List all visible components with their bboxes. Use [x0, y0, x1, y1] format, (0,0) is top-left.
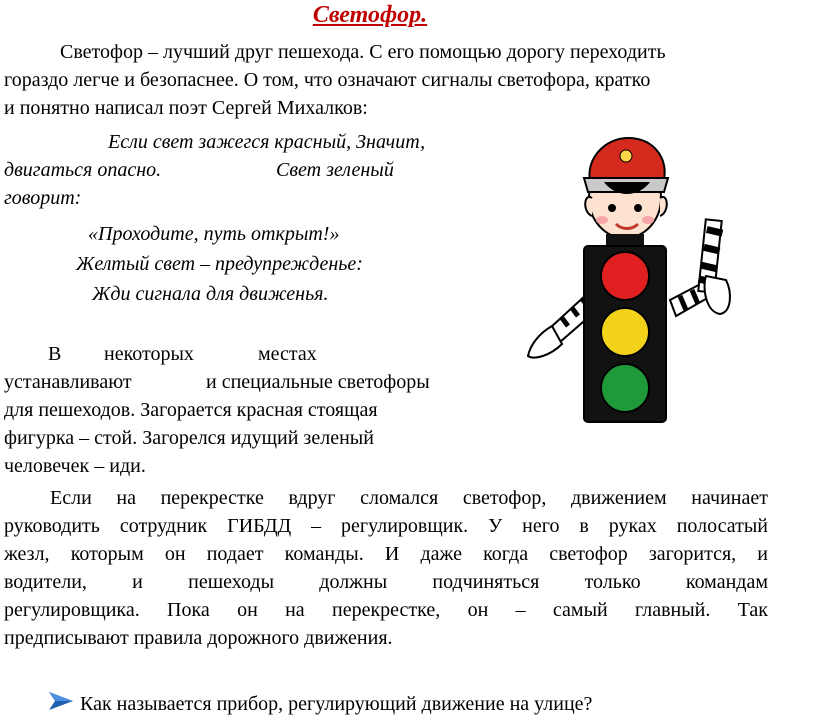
para3-line-5: регулировщика. Пока он на перекрестке, он – самый главный. Так	[4, 599, 768, 621]
question-text: Как называется прибор, регулирующий движение на улице?	[80, 693, 593, 715]
poem-line-2: двигаться опасно.	[4, 159, 162, 181]
paragraph-3	[4, 484, 768, 652]
poem-line-3: Свет зеленый	[276, 159, 394, 181]
para2-word-1: В	[48, 343, 62, 365]
yellow-light	[601, 308, 649, 356]
para2-line-3: для пешеходов. Загорается красная стоящая	[4, 399, 378, 421]
red-light	[601, 252, 649, 300]
head-with-cap	[584, 138, 668, 238]
para3-line-1: Если на перекрестке вдруг сломался светофор, движением начинает	[50, 487, 768, 509]
traffic-light-character-illustration	[520, 120, 770, 430]
intro-line-3: и понятно написал поэт Сергей Михалков:	[4, 97, 368, 119]
poem-line-1: Если свет зажегся красный, Значит,	[108, 131, 426, 153]
para2-line-5: человечек – иди.	[4, 455, 146, 477]
para2-line-2a: устанавливают	[4, 371, 132, 393]
para2-line-2b: и специальные светофоры	[206, 371, 430, 393]
para3-line-3: жезл, которым он подает команды. И даже когда светофор загорится, и	[4, 543, 768, 565]
para2-word-2: некоторых	[104, 343, 194, 365]
para3-line-2: руководить сотрудник ГИБДД – регулировщик. У него в руках полосатый	[4, 515, 768, 537]
page-title: Светофор.	[312, 2, 428, 28]
arrow-bullet-icon	[48, 690, 74, 712]
para3-line-4: водители, и пешеходы должны подчиняться только командам	[4, 571, 768, 593]
para3-line-6: предписывают правила дорожного движения.	[4, 627, 393, 649]
para2-line-4: фигурка – стой. Загорелся идущий зеленый	[4, 427, 374, 449]
poem-line-6: Желтый свет – предупрежденье:	[76, 253, 363, 275]
intro-line-2: гораздо легче и безопаснее. О том, что означают сигналы светофора, кратко	[4, 69, 651, 91]
poem-line-4: говорит:	[4, 187, 82, 209]
right-arm-with-baton	[670, 219, 730, 316]
para2-word-3: местах	[258, 343, 317, 365]
green-light	[601, 364, 649, 412]
poem-line-7: Жди сигнала для движенья.	[92, 283, 329, 305]
traffic-light-body	[584, 234, 666, 422]
poem-line-5: «Проходите, путь открыт!»	[88, 223, 340, 245]
intro-line-1: Светофор – лучший друг пешехода. С его помощью дорогу переходить	[60, 41, 666, 63]
